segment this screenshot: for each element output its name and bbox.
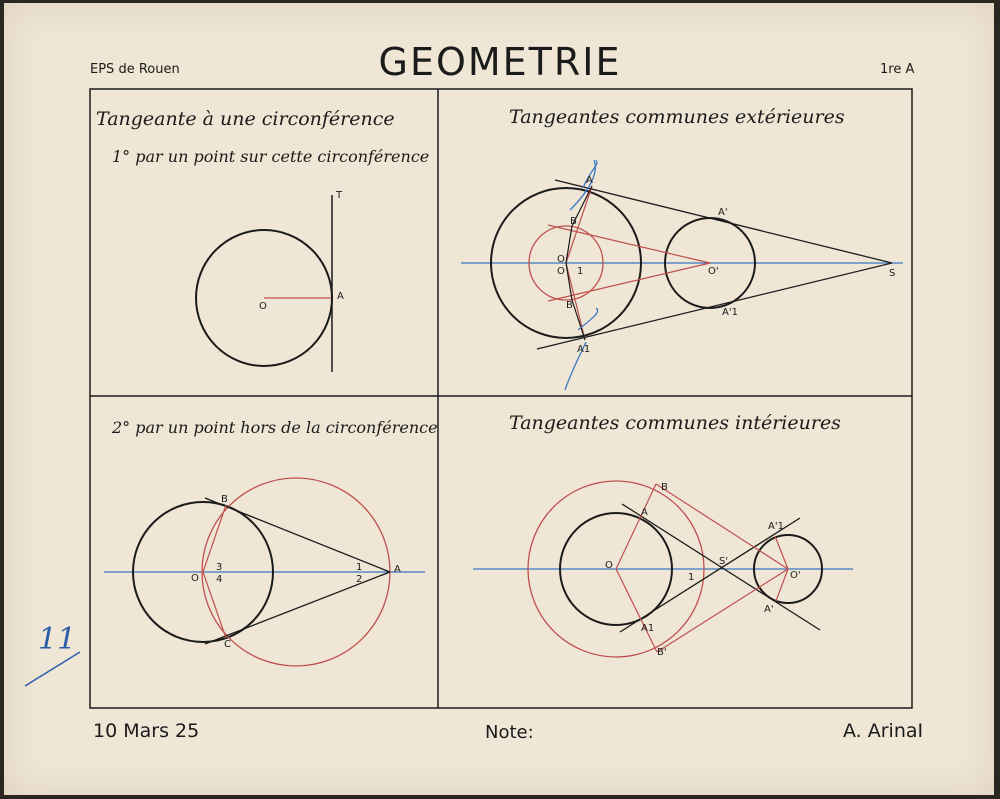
panel-tangent-external-point <box>104 478 425 666</box>
panel-external-tangents <box>461 160 903 390</box>
grade-annotation: 11 <box>38 622 77 657</box>
label-a-prime: A' <box>764 604 774 615</box>
panel-2-title: Tangeantes communes extérieures <box>509 106 845 128</box>
label-b-prime: B' <box>657 647 667 658</box>
join-lower <box>572 300 585 340</box>
tangent-upper <box>205 498 390 572</box>
label-b: B <box>661 482 668 493</box>
segment-upper <box>566 226 572 263</box>
class-label: 1re A <box>880 62 915 77</box>
label-s-prime: S' <box>719 556 729 567</box>
panel-internal-tangents <box>473 481 853 658</box>
label-a: A <box>394 564 401 575</box>
panel-1-title: Tangeante à une circonférence <box>96 108 395 130</box>
radius-oc <box>203 572 226 638</box>
label-o-center: O <box>557 266 565 277</box>
label-a1: A1 <box>641 623 655 634</box>
grade-stroke <box>25 652 80 686</box>
tangent-upper <box>555 180 892 263</box>
radius-ob <box>203 505 226 572</box>
panel-tangent-point-on-circle <box>196 190 344 372</box>
label-o: O <box>557 254 565 265</box>
radius-ob-prime <box>616 569 657 652</box>
construction-lower <box>548 263 710 301</box>
label-b: B <box>570 216 577 227</box>
label-o-prime: O' <box>790 570 801 581</box>
label-o: O <box>259 301 267 312</box>
label-a-prime: A' <box>718 207 728 218</box>
label-t: T <box>336 190 343 201</box>
radius-ob <box>616 484 656 569</box>
label-a1-prime: A'1 <box>768 521 784 532</box>
label-s: S <box>889 268 896 279</box>
label-one: 1 <box>577 266 584 277</box>
label-a1: A1 <box>577 344 591 355</box>
label-b: B <box>221 494 228 505</box>
outer-frame <box>90 89 912 708</box>
label-a1-prime: A'1 <box>722 307 738 318</box>
label-a: A <box>641 507 648 518</box>
label-a: A <box>586 175 593 186</box>
page-title: GEOMETRIE <box>378 40 622 84</box>
label-a: A <box>337 291 344 302</box>
label-o-prime: O' <box>708 266 719 277</box>
date-label: 10 Mars 25 <box>93 720 200 742</box>
school-label: EPS de Rouen <box>90 62 180 77</box>
label-b1: B <box>566 300 573 311</box>
label-o: O <box>605 560 613 571</box>
panel-1-subtitle: 1° par un point sur cette circonférence <box>112 147 430 166</box>
label-c: C <box>224 639 231 650</box>
author-name: A. ArinaI <box>843 720 924 742</box>
label-two: 2 <box>356 574 363 585</box>
panel-3-title: 2° par un point hors de la circonférence <box>112 418 438 437</box>
label-four: 4 <box>216 574 223 585</box>
note-label: Note: <box>485 722 534 743</box>
radius-o-prime-upper <box>775 536 788 569</box>
label-one: 1 <box>356 562 363 573</box>
label-one: 1 <box>688 572 695 583</box>
radius-o-prime-lower <box>776 569 788 601</box>
label-o: O <box>191 573 199 584</box>
label-three: 3 <box>216 562 223 573</box>
panel-4-title: Tangeantes communes intérieures <box>509 412 841 434</box>
